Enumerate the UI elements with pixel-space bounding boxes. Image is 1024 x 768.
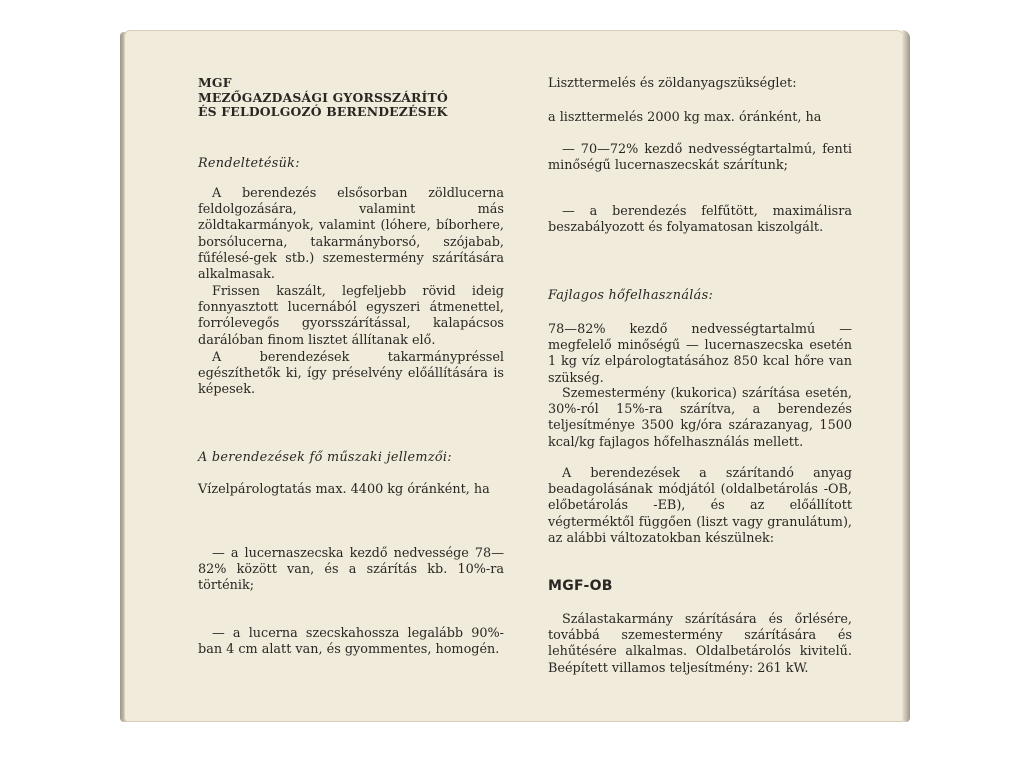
flour-condition-2: — a berendezés felfűtött, maximálisra beszabályozott és folyamatosan kiszolgált. [548, 204, 852, 236]
document-title [198, 76, 504, 120]
title-line-1: MGF [198, 75, 232, 90]
flour-heading: Liszttermelés és zöldanyagszükséglet: [548, 76, 797, 91]
flour-text: a liszttermelés 2000 kg max. óránként, ha [548, 110, 822, 125]
heat-paragraph-3: A berendezések a szárítandó anyag beadagolásának módjától (oldalbetárolás -OB, előbetárolás -EB), és az előállított végterméktől függően (liszt vagy granulátum), az alábbi változatokban készülnek: [548, 466, 852, 546]
condition-2: — a lucerna szecskahossza legalább 90%-ban 4 cm alatt van, és gyommentes, homogén. [198, 626, 504, 658]
condition-1: — a lucernaszecska kezdő nedvessége 78—82% között van, és a szárítás kb. 10%-ra történik; [198, 546, 504, 594]
title-line-3: ÉS FELDOLGOZÓ BERENDEZÉSEK [198, 104, 448, 119]
heat-heading: Fajlagos hőfelhasználás: [548, 288, 714, 303]
heat-paragraph-2: Szemestermény (kukorica) szárítása esetén, 30%-ról 15%-ra szárítva, a berendezés teljesítménye 3500 kg/óra szárazanyag, 1500 kcal/kg fajlagos hőfelhasználás mellett. [548, 386, 852, 450]
heat-paragraph-1: 78—82% kezdő nedvességtartalmú — megfelelő minőségű — lucernaszecska esetén 1 kg víz elpárologtatásához 850 kcal hőre van szükség. [548, 322, 852, 386]
flour-condition-1: — 70—72% kezdő nedvességtartalmú, fenti minőségű lucernaszecskát szárítunk; [548, 142, 852, 174]
model-title: MGF-OB [548, 578, 613, 594]
purpose-paragraph-3: A berendezések takarmánypréssel egészíthetők ki, így préselvény előállítására is képesek. [198, 350, 504, 398]
specs-heading: A berendezések fő műszaki jellemzői: [198, 450, 452, 465]
evaporation-text: Vízelpárologtatás max. 4400 kg óránként, ha [198, 482, 490, 497]
page-edge-right [902, 30, 910, 722]
purpose-paragraph-1: A berendezés elsősorban zöldlucerna feldolgozására, valamint más zöldtakarmányok, valamint (lóhere, bíborhere, borsólucerna, takarmányborsó, szójabab, fűfélesé-gek stb.) szemestermény szárítására alkalmasak. [198, 186, 504, 283]
purpose-paragraph-2: Frissen kaszált, legfeljebb rövid ideig fonnyasztott lucernából egyszeri átmenettel, forrólevegős gyorsszárítással, kalapácsos darálóban finom lisztet állítanak elő. [198, 284, 504, 348]
purpose-heading: Rendeltetésük: [198, 156, 300, 171]
title-line-2: MEZŐGAZDASÁGI GYORSSZÁRÍTÓ [198, 89, 448, 105]
model-description: Szálastakarmány szárítására és őrlésére, továbbá szemestermény szárítására és lehűtésére alkalmas. Oldalbetárolós kivitelű. Beépített villamos teljesítmény: 261 kW. [548, 612, 852, 676]
